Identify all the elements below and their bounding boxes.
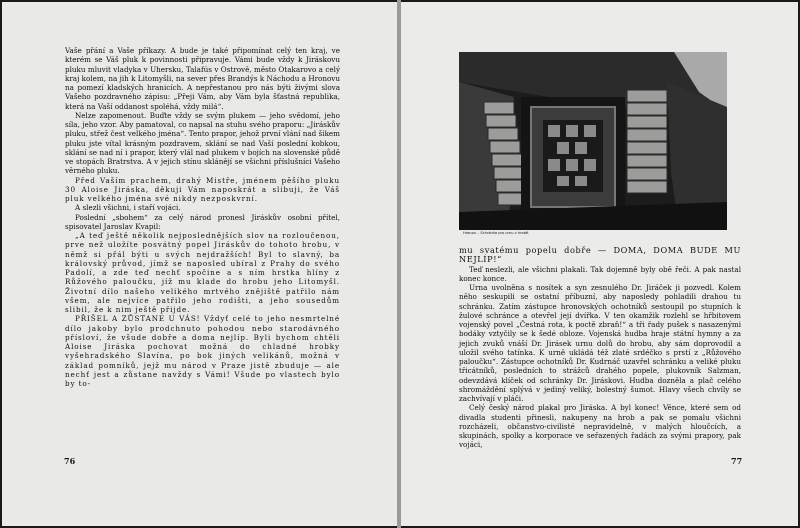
paragraph-2: Nelze zapomenout. Buďte vždy se svým plukem — jeho svědomí, jeho síla, jeho vzor. Aby pamatoval, co napsal na stuhu svého praporu: „Jiráskův pluku, střež čest velkého jména“. Tento prapor, jehož první vlání nad šikem pluku jste vítal krásným pozdravem, sklání se nad Vaší poslední kobkou, sklání se nad ní i prapor, který vlál nad plukem v bojích na slovenské půdě ve stopách Bratrstva. A v jejich stínu sklánějí se všichni příslušníci Vašeho věrného pluku.: [65, 110, 340, 176]
urn-vault-photo-graphic: [459, 52, 727, 230]
left-text-column: [65, 46, 340, 388]
page-number-right: 77: [731, 456, 743, 466]
right-text-column: [459, 246, 741, 450]
urn-vault-photo: [459, 52, 727, 230]
photo-caption: Hronov. - Schránka pro urnu v hrobě.: [463, 231, 530, 235]
paragraph-4: Celý český národ plakal pro Jiráska. A byl konec! Věnce, které sem od divadla studenti přinesli, nakupeny na hrob a pak se pomalu všichni rozcházeli, občanstvo-civilisté nepravidelně, v malých hloučcích, a skupinách, spolky a korporace ve seřazených řadách za svými prapory, pak vojáci,: [459, 403, 741, 450]
paragraph-3: Urna uvolněna s nosítek a syn zesnulého Dr. Jiráček ji pozvedl. Kolem něho seskupili se ostatní příbuzní, aby naposledy pohladili drahou tu schránku. Zatím zástupce hronovských ochotníků sestoupil po stupních k žulové schránce a otevřel její dvířka. V ten okamžik rozlehl se hřbitovem vojenský povel „Čestná rota, k poctě zbraň!“ a tři řady pušek s nasazenými bodáky vztyčily se k šedé obloze. Vojenská hudba hraje státní hymny a za jejich zvuků vnáší Dr. Jirásek urnu dolů do hrobu, aby sám doprovodil a uložil svého tatínka. K urně ukládá též zlaté srdéčko s prstí z „Růžového paloučku“. Zástupce ochotníků Dr. Kudrnáč uzavřel schránku a veliké pluku třicátníků, posledních to strážců drahého popele, plukovník Salzman, odevzdává klíček od schránky Dr. Jiráskovi. Hudba dozněla a plač celého shromáždění splývá v jediný veliký, bolestný šumot. Hlavy všech chvíly se zachvívají v pláči.: [459, 283, 741, 403]
paragraph-5: Poslední „sbohem“ za celý národ pronesl Jiráskův osobní přítel, spisovatel Jaroslav Kvapil:: [65, 212, 340, 231]
paragraph-1: Vaše přání a Vaše příkazy. A bude je také připomínat celý ten kraj, ve kterém se Váš pluk k povinnosti připravuje. Vámi bude vždy k Jiráskovu pluku mluvit vladyka v Uhersku, Talafús v Ostrově, město Otakarovo a celý kraj kolem, na jih k Litomyšli, na sever přes Brandýs k Náchodu a Hronovu na pomezí kladských hranicích. A nepřestanou pro nás býti živými slova Vašeho pozdravného zápisu: „Přeji Vám, aby Vám byla šťastná republika, která na Vaší oddanost spoléhá, vždy milá“.: [65, 46, 340, 111]
right-page: [401, 2, 798, 526]
paragraph-1: mu svatému popelu dobře — DOMA, DOMA BUDE MU NEJLÍP!“: [459, 245, 741, 265]
paragraph-7: PŘIŠEL A ZŮSTANE U VÁS! Vždyť celé to jeho nesmrtelné dílo jakoby bylo prodchnuto pohodou nebo starodávného přísloví, že všude dobře a doma nejlíp. Byli bychom chtěli Aloise Jiráska pochovat možná do chladné hrobky vyšehradského Slavína, po bok jiných velikánů, možná v základ pomníků, jejž mu národ v Praze jistě zbuduje — ale nechť jest a zůstane navždy s Vámi! Všude po vlastech bylo by to-: [65, 314, 340, 388]
paragraph-6: „A teď ještě několik nejposlednějších slov na rozloučenou, prve než uložíte posvátný popel Jiráskův do tohoto hrobu, v němž si přál býti u svých nejdražších! Byl to slavný, ba královský průvod, jímž se naposled ubíral z Prahy do svého Padolí, a zde teď nechť spočine a s ním hrstka hlíny z Růžového paloučku, jíž mu klade do hrobu jeho Litomyšl. Životní dílo našeho velikého mrtvého znějiště patřilo nám všem, ale nejvíce patřilo jeho rodišti, a jeho sousedům slibil, že k nim ještě přijde.: [65, 231, 340, 314]
left-page: [2, 2, 397, 526]
paragraph-2: Teď neslezli, ale všichni plakali. Tak dojemně byly obě řeči. A pak nastal konec konce.: [459, 264, 741, 283]
paragraph-3: Před Vaším prachem, drahý Mistře, jménem pěšího pluku 30 Aloise Jiráska, děkuji Vám naposkrát a slibuji, že Váš pluk velkého jména své nikdy nezposkvrní.: [65, 175, 340, 203]
page-number-left: 76: [64, 456, 76, 466]
paragraph-4: A slezli všichni, i staří vojáci.: [75, 203, 181, 213]
